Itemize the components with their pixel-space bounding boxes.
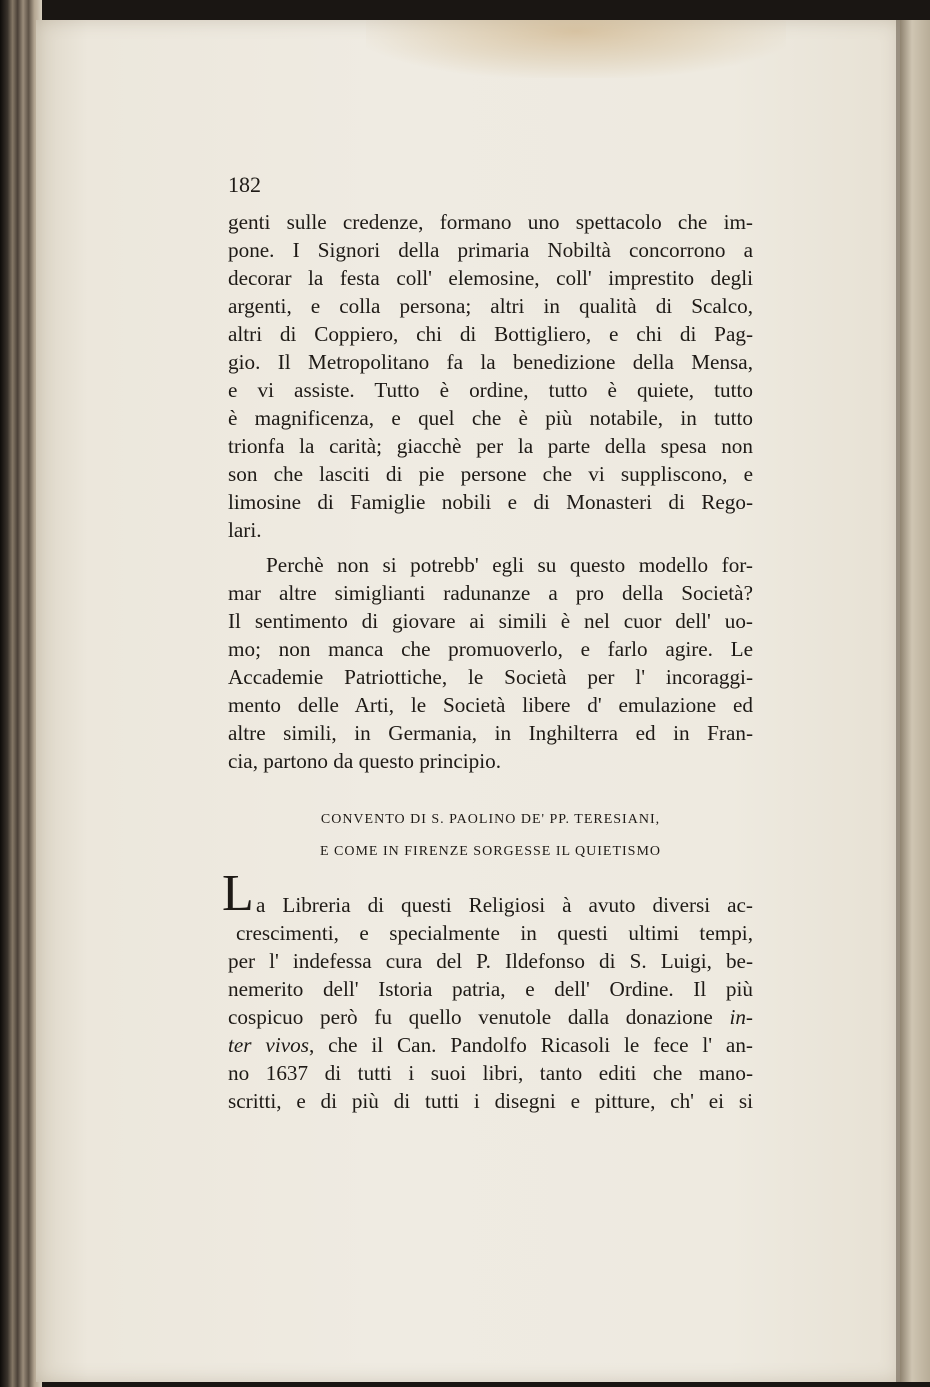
text-line: crescimenti, e specialmente in questi ultimi tempi, xyxy=(236,921,753,945)
text-line: altre simili, in Germania, in Inghilterra ed in Fran- xyxy=(228,721,753,745)
text-line: limosine di Famiglie nobili e di Monasteri di Rego- xyxy=(228,490,753,514)
text-line: lari. xyxy=(228,518,262,542)
text-line: argenti, e colla persona; altri in qualità di Scalco, xyxy=(228,294,753,318)
text-line: pone. I Signori della primaria Nobiltà concorrono a xyxy=(228,238,753,262)
text-line xyxy=(228,1004,753,1031)
text-span: cospicuo però fu quello venutole dalla donazione xyxy=(228,1005,730,1029)
section-heading-line-1: CONVENTO DI S. PAOLINO DE' PP. TERESIANI, xyxy=(320,812,661,827)
page-number: 182 xyxy=(228,172,261,197)
text-line: scritti, e di più di tutti i disegni e pitture, ch' ei si xyxy=(228,1089,753,1113)
text-line: decorar la festa coll' elemosine, coll' imprestito degli xyxy=(228,266,753,290)
text-line: Accademie Patriottiche, le Società per l' incoraggi- xyxy=(228,665,753,689)
text-line: mo; non manca che promuoverlo, e farlo agire. Le xyxy=(228,637,753,661)
drop-cap: L xyxy=(222,865,254,922)
text-line: genti sulle credenze, formano uno spettacolo che im- xyxy=(228,210,753,234)
text-line: altri di Coppiero, chi di Bottigliero, e chi di Pag- xyxy=(228,322,753,346)
text-line: è magnificenza, e quel che è più notabile, in tutto xyxy=(228,406,753,430)
section-heading-line-2: E COME IN FIRENZE SORGESSE IL QUIETISMO xyxy=(319,844,662,859)
italic-text: in- xyxy=(729,1005,753,1029)
text-line: e vi assiste. Tutto è ordine, tutto è quiete, tutto xyxy=(228,378,753,402)
text-line: cia, partono da questo principio. xyxy=(228,749,502,773)
adjacent-page-edge xyxy=(900,20,930,1382)
text-line: trionfa la carità; giacchè per la parte della spesa non xyxy=(228,434,753,458)
italic-text: ter vivos xyxy=(228,1033,309,1057)
text-line: per l' indefessa cura del P. Ildefonso di S. Luigi, be- xyxy=(228,949,753,973)
text-line: no 1637 di tutti i suoi libri, tanto editi che mano- xyxy=(228,1061,753,1085)
text-line: Il sentimento di giovare ai simili è nel cuor dell' uo- xyxy=(228,609,753,633)
text-line: son che lasciti di pie persone che vi suppliscono, e xyxy=(228,462,753,486)
text-span: , che il Can. Pandolfo Ricasoli le fece l' an- xyxy=(308,1033,753,1057)
text-line: a Libreria di questi Religiosi à avuto diversi ac- xyxy=(256,893,753,917)
text-line: Perchè non si potrebb' egli su questo modello for- xyxy=(266,553,753,577)
text-line: nemerito dell' Istoria patria, e dell' Ordine. Il più xyxy=(228,977,753,1001)
text-line xyxy=(228,1032,753,1059)
text-line: gio. Il Metropolitano fa la benedizione della Mensa, xyxy=(228,350,753,374)
water-stain xyxy=(366,20,786,78)
text-line: mar altre simiglianti radunanze a pro della Società? xyxy=(228,581,753,605)
text-line: mento delle Arti, le Società libere d' emulazione ed xyxy=(228,693,753,717)
